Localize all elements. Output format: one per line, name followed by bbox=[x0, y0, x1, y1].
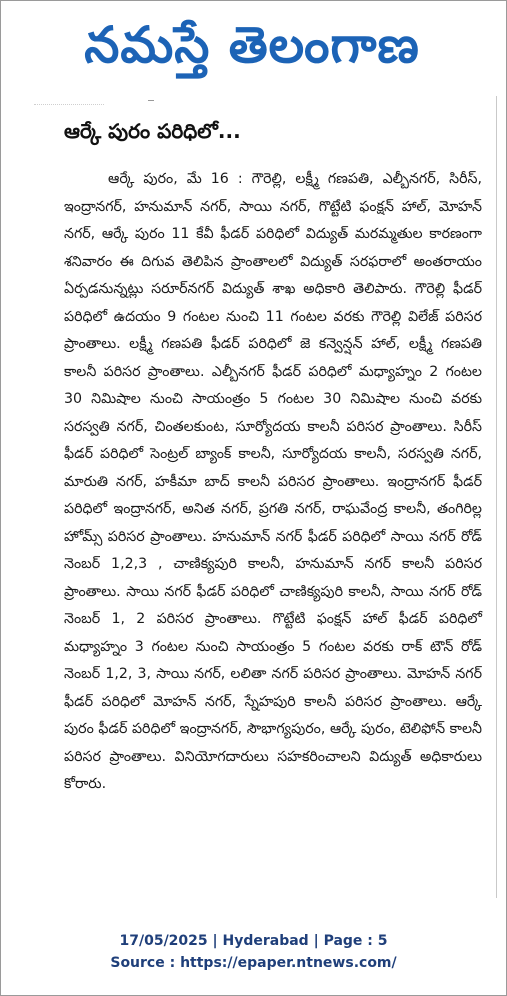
masthead-title: నమస్తే తెలంగాణ bbox=[84, 16, 420, 74]
newspaper-masthead bbox=[52, 10, 452, 80]
clip-edge-marks bbox=[34, 104, 104, 107]
article-headline: ఆర్కే పురం పరిధిలో... bbox=[64, 119, 241, 143]
footer-date-edition: 17/05/2025 | Hyderabad | Page : 5 bbox=[119, 933, 388, 949]
article-body: ఆర్కే పురం, మే 16 : గౌరెల్లి, లక్ష్మీ గణపతి, ఎల్బీనగర్, సిరీస్, ఇంద్రానగర్, హనుమాన్ నగర్, సాయి నగర్, గొట్టేటి ఫంక్షన్ హాల్, మోహన్ నగర్, ఆర్కే పురం 11 కేవీ ఫీడర్ పరిధిలో విద్యుత్ మరమ్మతుల కారణంగా శనివారం ఈ దిగువ తెలిపిన ప్రాంతాలలో విద్యుత్ సరఫరాలో అంతరాయం ఏర్పడనున్నట్లు సరూర్‌నగర్ విద్యుత్ శాఖ అధికారి తెలిపారు. గౌరెల్లి ఫీడర్ పరిధిలో ఉదయం 9 గంటల నుంచి 11 గంటల వరకు గౌరెల్లి విలేజ్ పరిసర ప్రాంతాలు. లక్ష్మీ గణపతి ఫీడర్ పరిధిలో జె కన్వెన్షన్ హాల్, లక్ష్మీ గణపతి కాలనీ పరిసర ప్రాంతాలు. ఎల్బీనగర్ ఫీడర్ పరిధిలో మధ్యాహ్నం 2 గంటల 30 నిమిషాల నుంచి సాయంత్రం 5 గంటల 30 నిమిషాల నుంచి వరకు సరస్వతి నగర్, చింతలకుంట, సూర్యోదయ కాలనీ పరిసర ప్రాంతాలు. సిరీస్ ఫీడర్ పరిధిలో సెంట్రల్ బ్యాంక్ కాలనీ, సూర్యోదయ కాలనీ, సరస్వతి నగర్, మారుతి నగర్, హకీమా బాద్ కాలనీ పరిసర ప్రాంతాలు. ఇంద్రానగర్ ఫీడర్ పరిధిలో ఇంద్రానగర్, అనిత నగర్, ప్రగతి నగర్, రాఘవేంద్ర కాలనీ, తంగిరిల్ల హోమ్స్ పరిసర ప్రాంతాలు. హనుమాన్ నగర్ ఫీడర్ పరిధిలో సాయి నగర్ రోడ్ నెంబర్ 1,2,3 , చాణిక్యపురి కాలనీ, హనుమాన్ నగర్ కాలనీ పరిసర ప్రాంతాలు. సాయి నగర్ ఫీడర్ పరిధిలో చాణిక్యపురి కాలనీ, సాయి నగర్ రోడ్ నెంబర్ 1, 2 పరిసర ప్రాంతాలు. గొట్టేటి ఫంక్షన్ హాల్ ఫీడర్ పరిధిలో మధ్యాహ్నం 3 గంటల నుంచి సాయంత్రం 5 గంటల వరకు రాక్ టౌన్ రోడ్ నెంబర్ 1,2, 3, సాయి నగర్, లలితా నగర్ పరిసర ప్రాంతాలు. మోహన్ నగర్ ఫీడర్ పరిధిలో మోహన్ నగర్, స్నేహపురి కాలనీ పరిసర ప్రాంతాలు. ఆర్కే పురం ఫీడర్ పరిధిలో ఇంద్రానగర్, సౌభాగ్యపురం, ఆర్కే పురం, టెలిఫోన్ కాలనీ పరిసర ప్రాంతాలు. వినియోగదారులు సహకరించాలని విద్యుత్ అధికారులు కోరారు. bbox=[64, 171, 482, 792]
clip-corner-mark bbox=[148, 96, 154, 101]
source-footer bbox=[0, 930, 507, 974]
footer-source-link[interactable]: Source : https://epaper.ntnews.com/ bbox=[110, 955, 397, 971]
column-divider bbox=[496, 96, 497, 898]
